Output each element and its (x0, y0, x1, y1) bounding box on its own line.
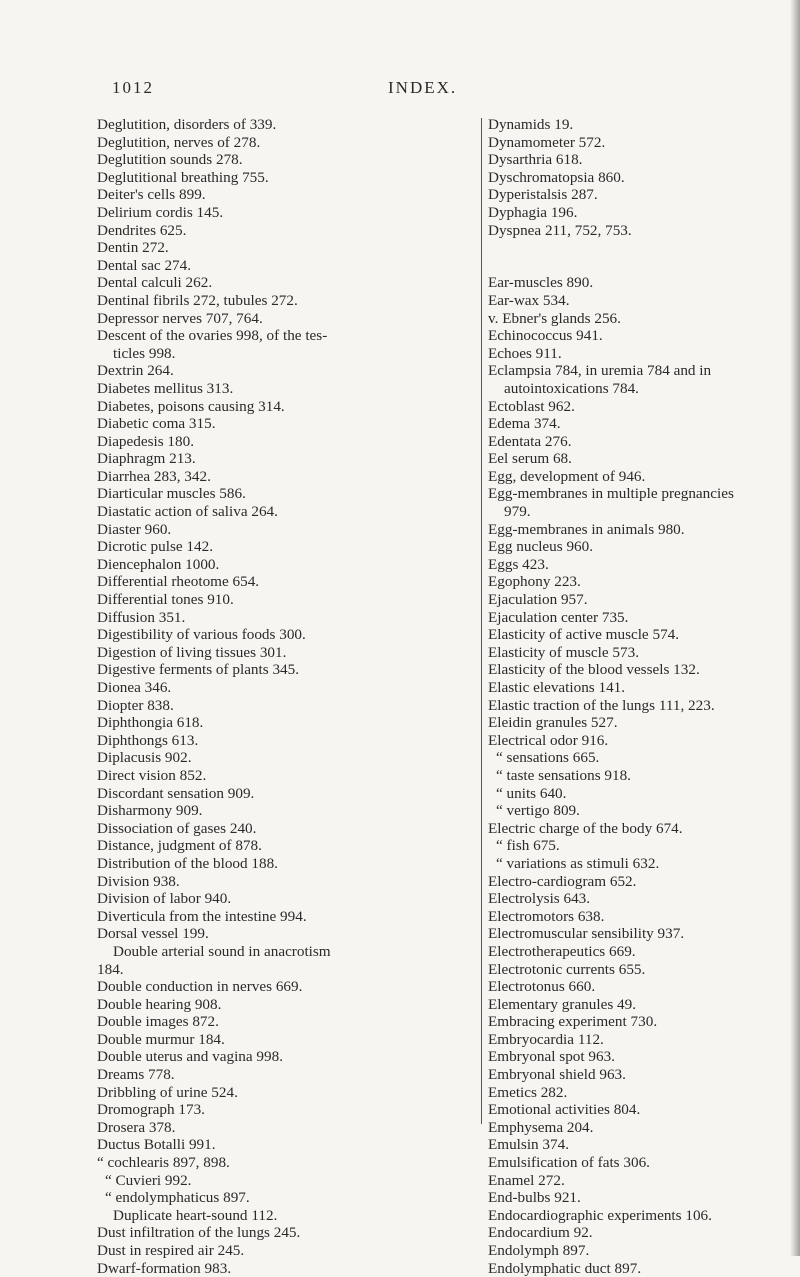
index-entry: Elastic elevations 141. (488, 679, 626, 696)
index-entry: “ taste sensations 918. (496, 766, 631, 784)
index-entry: Dyphagia 196. (488, 203, 578, 221)
letter-gap (488, 239, 788, 257)
index-entry: Differential tones 910. (97, 591, 234, 609)
index-entry: Egg-membranes in animals 980. (488, 520, 685, 538)
index-entry: Edentata 276. (488, 432, 572, 450)
index-entry: Dissociation of gases 240. (97, 819, 257, 837)
index-entry: Digestibility of various foods 300. (97, 626, 306, 644)
index-entry: Embryonal spot 963. (488, 1048, 615, 1066)
index-entry: Dynamometer 572. (488, 133, 606, 151)
index-entry: Direct vision 852. (97, 766, 207, 784)
index-entry: Double murmur 184. (97, 1030, 225, 1048)
index-entry: “ fish 675. (496, 837, 560, 855)
index-entry: Elementary granules 49. (488, 995, 637, 1013)
index-entry: Eggs 423. (488, 555, 549, 573)
index-entry: Dendrites 625. (97, 221, 187, 239)
index-entry: Double images 872. (97, 1013, 219, 1031)
index-entry: Dorsal vessel 199. (97, 925, 209, 943)
index-entry: Egg, development of 946. (488, 467, 646, 485)
index-entry: v. Ebner's glands 256. (488, 309, 621, 327)
index-entry: Diabetes, poisons causing 314. (97, 397, 285, 415)
index-entry: Dwarf-formation 983. (97, 1259, 232, 1277)
index-entry: Dyperistalsis 287. (488, 186, 598, 204)
index-entry: Drosera 378. (97, 1118, 176, 1136)
index-entry: Diphthongia 618. (97, 714, 204, 732)
index-entry: Eleidin granules 527. (488, 714, 618, 732)
index-entry: Eclampsia 784, in uremia 784 and in (488, 362, 712, 380)
page-number: 1012 (112, 78, 154, 97)
index-entry: Emphysema 204. (488, 1118, 594, 1136)
index-entry: Endolymph 897. (488, 1242, 590, 1259)
index-entry: ticles 998. (113, 344, 176, 362)
index-entry: Egophony 223. (488, 573, 581, 591)
index-entry: Dreams 778. (97, 1066, 175, 1084)
index-entry: Double hearing 908. (97, 995, 222, 1013)
index-entry: Electric charge of the body 674. (488, 819, 683, 837)
index-entry: Dextrin 264. (97, 362, 174, 380)
index-entry: Electrolysis 643. (488, 890, 591, 908)
index-entry: Enamel 272. (488, 1171, 565, 1189)
index-entry: Embryocardia 112. (488, 1030, 604, 1048)
index-entry: “ endolymphaticus 897. (105, 1189, 250, 1207)
index-entry: Egg-membranes in multiple pregnancies (488, 485, 734, 503)
index-entry: Double uterus and vagina 998. (97, 1048, 284, 1066)
index-entry: Dromograph 173. (97, 1101, 205, 1119)
index-entry: Diverticula from the intestine 994. (97, 907, 307, 925)
index-entry: Diplacusis 902. (97, 749, 192, 767)
index-entry: Elastic traction of the lungs 111, 223. (488, 696, 715, 714)
index-entry: 184. (97, 960, 124, 978)
index-entry: Diapedesis 180. (97, 432, 195, 450)
index-entry: Dyschromatopsia 860. (488, 168, 625, 186)
index-entry: Diarticular muscles 586. (97, 485, 246, 503)
index-entry: Disharmony 909. (97, 802, 203, 820)
index-entry: 979. (504, 503, 531, 521)
index-entry: Electro-cardiogram 652. (488, 872, 637, 890)
index-entry: Diffusion 351. (97, 608, 186, 626)
index-entry: Diarrhea 283, 342. (97, 467, 211, 485)
index-entry: Electromotors 638. (488, 907, 605, 925)
index-entry: Echinococcus 941. (488, 327, 603, 345)
index-entry: “ sensations 665. (496, 749, 600, 767)
index-entry: Emetics 282. (488, 1083, 568, 1101)
index-entry: Endolymphatic duct 897. (488, 1259, 642, 1277)
column-divider (481, 118, 482, 1124)
index-entry: Ectoblast 962. (488, 397, 575, 415)
index-entry: Dentinal fibrils 272, tubules 272. (97, 291, 298, 309)
index-entry: Diaster 960. (97, 520, 172, 538)
index-entry: Emulsification of fats 306. (488, 1154, 650, 1172)
index-entry: Emotional activities 804. (488, 1101, 641, 1119)
index-entry: Eel serum 68. (488, 450, 572, 468)
index-entry: Diastatic action of saliva 264. (97, 503, 278, 521)
index-entry: Embracing experiment 730. (488, 1013, 658, 1031)
index-column-right (488, 116, 788, 1277)
index-entry: Dust infiltration of the lungs 245. (97, 1224, 301, 1242)
index-entry: Deglutitional breathing 755. (97, 168, 269, 186)
index-entry: Endocardiographic experiments 106. (488, 1206, 712, 1224)
index-entry: Electromuscular sensibility 937. (488, 925, 685, 943)
index-entry: Elasticity of muscle 573. (488, 643, 639, 661)
index-entry: Deglutition, nerves of 278. (97, 133, 261, 151)
index-entry: Ear-muscles 890. (488, 274, 594, 292)
index-entry: Elasticity of the blood vessels 132. (488, 661, 700, 679)
index-entry: Embryonal shield 963. (488, 1066, 626, 1084)
index-entry: Diabetic coma 315. (97, 415, 216, 433)
index-entry: Dentin 272. (97, 239, 169, 257)
index-column-left (97, 116, 481, 1277)
index-entry: “ Cuvieri 992. (105, 1171, 192, 1189)
index-entry: Dicrotic pulse 142. (97, 538, 213, 556)
index-entry: Duplicate heart-sound 112. (113, 1206, 278, 1224)
index-entry: Electrotonic currents 655. (488, 960, 646, 978)
index-entry: Distribution of the blood 188. (97, 854, 278, 872)
index-entry: “ vertigo 809. (496, 802, 580, 820)
index-entry: Ductus Botalli 991. (97, 1136, 216, 1154)
index-entry: Double arterial sound in anacrotism (113, 942, 331, 960)
index-entry: Discordant sensation 909. (97, 784, 255, 802)
index-entry: Dynamids 19. (488, 116, 574, 133)
index-entry: Descent of the ovaries 998, of the tes- (97, 327, 328, 345)
index-entry: Ear-wax 534. (488, 291, 570, 309)
index-entry: End-bulbs 921. (488, 1189, 581, 1207)
index-entry: “ variations as stimuli 632. (496, 854, 660, 872)
index-entry: Endocardium 92. (488, 1224, 593, 1242)
index-entry: Egg nucleus 960. (488, 538, 594, 556)
index-entry: Diencephalon 1000. (97, 555, 220, 573)
running-title: INDEX. (388, 78, 458, 97)
index-entry: “ units 640. (496, 784, 567, 802)
index-entry: Diphthongs 613. (97, 731, 199, 749)
index-entry: Division of labor 940. (97, 890, 232, 908)
index-entry: Ejaculation 957. (488, 591, 588, 609)
index-entry: Distance, judgment of 878. (97, 837, 262, 855)
index-entry: Digestion of living tissues 301. (97, 643, 287, 661)
index-entry: Electrical odor 916. (488, 731, 609, 749)
letter-gap (488, 257, 788, 275)
index-entry: Electrotonus 660. (488, 978, 596, 996)
page-header (0, 78, 800, 102)
index-entry: Delirium cordis 145. (97, 203, 224, 221)
index-entry: Diopter 838. (97, 696, 174, 714)
index-entry: Deglutition, disorders of 339. (97, 116, 277, 133)
index-entry: Dyspnea 211, 752, 753. (488, 221, 632, 239)
index-entry: “ cochlearis 897, 898. (97, 1154, 230, 1172)
index-entry: Deiter's cells 899. (97, 186, 206, 204)
page-edge-shadow (790, 0, 800, 1256)
index-entry: Digestive ferments of plants 345. (97, 661, 300, 679)
index-entry: Depressor nerves 707, 764. (97, 309, 263, 327)
index-entry: Diabetes mellitus 313. (97, 379, 234, 397)
index-entry: Ejaculation center 735. (488, 608, 629, 626)
index-entry: autointoxications 784. (504, 379, 639, 397)
index-entry: Differential rheotome 654. (97, 573, 260, 591)
index-entry: Dionea 346. (97, 679, 172, 696)
index-entry: Edema 374. (488, 415, 561, 433)
index-entry: Double conduction in nerves 669. (97, 978, 303, 996)
index-entry: Echoes 911. (488, 344, 562, 362)
index-entry: Division 938. (97, 872, 180, 890)
index-entry: Electrotherapeutics 669. (488, 942, 636, 960)
index-entry: Dental calculi 262. (97, 274, 213, 292)
index-entry: Elasticity of active muscle 574. (488, 626, 680, 644)
index-entry: Dysarthria 618. (488, 151, 583, 169)
index-entry: Deglutition sounds 278. (97, 151, 243, 169)
index-entry: Diaphragm 213. (97, 450, 196, 468)
index-entry: Dribbling of urine 524. (97, 1083, 238, 1101)
index-entry: Emulsin 374. (488, 1136, 570, 1154)
index-entry: Dust in respired air 245. (97, 1242, 245, 1259)
index-entry: Dental sac 274. (97, 256, 192, 274)
